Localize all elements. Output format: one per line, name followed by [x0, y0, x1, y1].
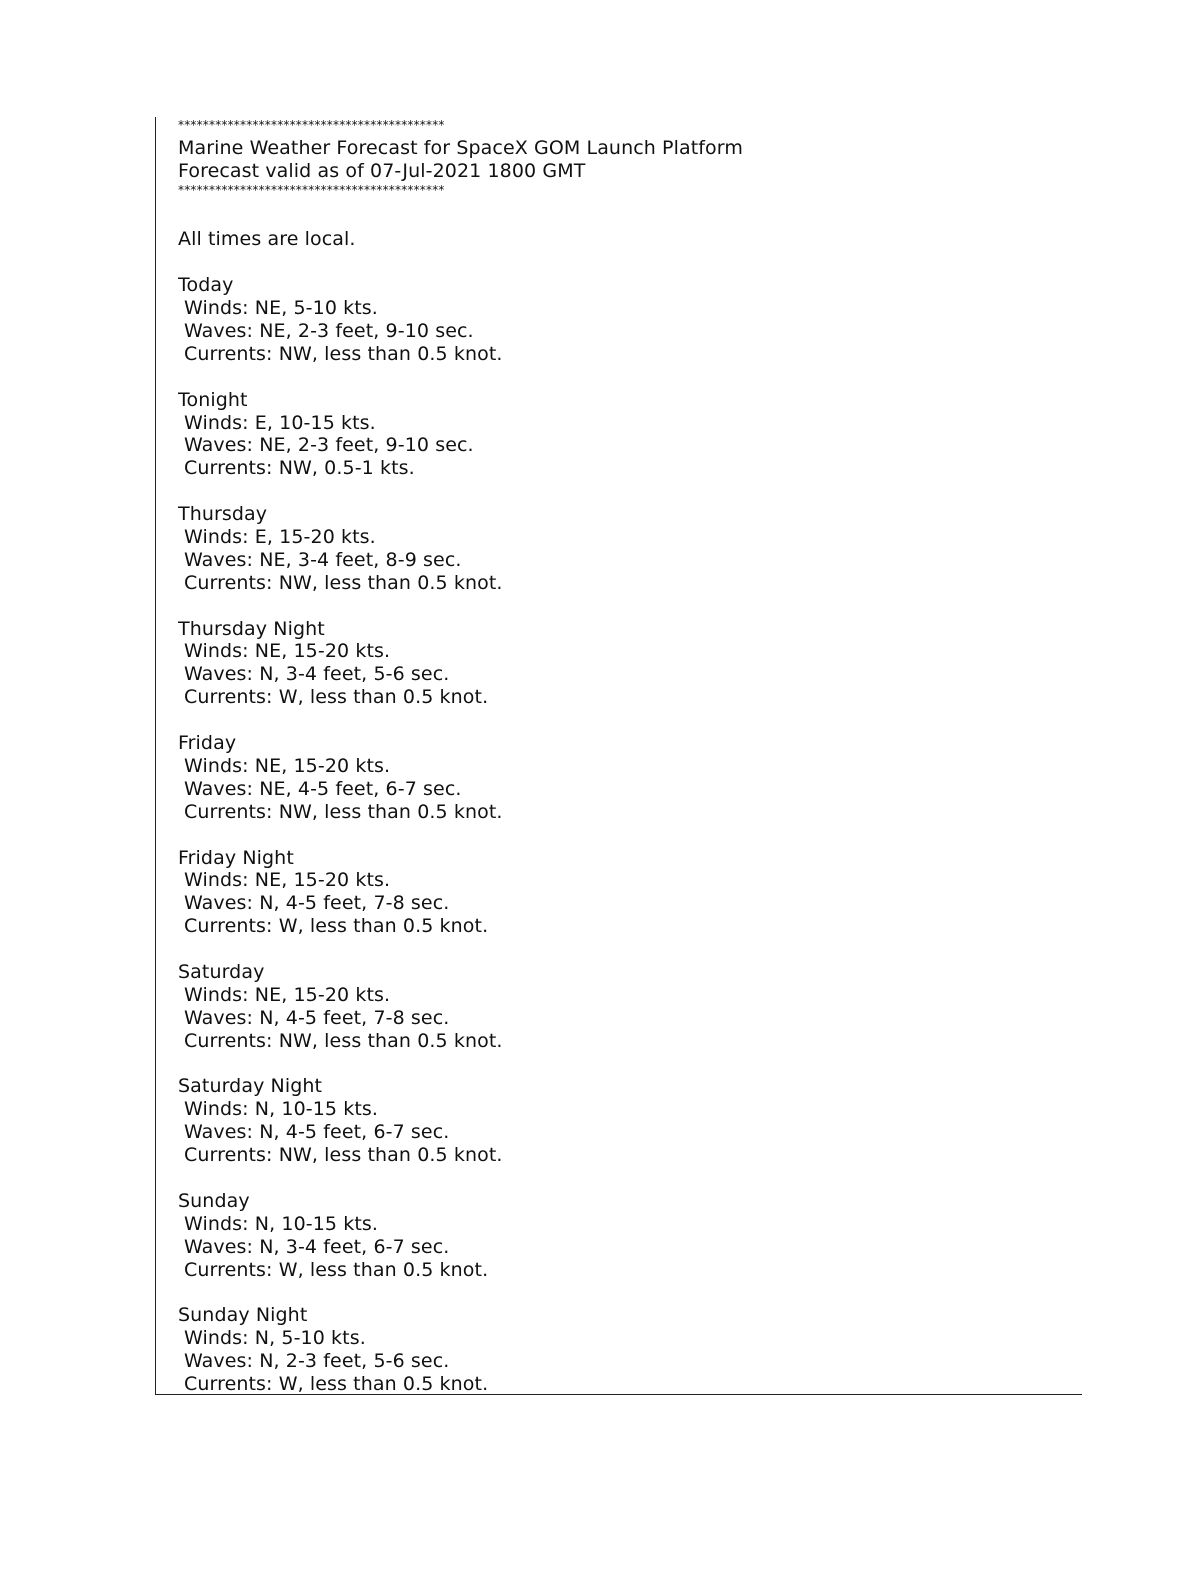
period-block — [178, 1304, 1058, 1395]
period-block — [178, 732, 1058, 846]
spacer — [178, 938, 1058, 961]
period-name: Thursday Night — [178, 617, 325, 640]
period-currents: Currents: NW, less than 0.5 knot. — [184, 800, 503, 823]
period-name: Friday — [178, 732, 237, 755]
period-block — [178, 618, 1058, 732]
period-waves: Waves: NE, 3-4 feet, 8-9 sec. — [184, 548, 462, 571]
period-block — [178, 961, 1058, 1075]
period-waves: Waves: N, 2-3 feet, 5-6 sec. — [184, 1350, 450, 1373]
period-winds: Winds: N, 10-15 kts. — [184, 1098, 379, 1121]
period-winds: Winds: NE, 15-20 kts. — [184, 983, 391, 1006]
header-stars-top: ******************************************* — [178, 118, 445, 132]
period-winds: Winds: NE, 5-10 kts. — [184, 297, 378, 320]
period-block — [178, 503, 1058, 617]
period-currents: Currents: NW, less than 0.5 knot. — [184, 342, 503, 365]
spacer — [178, 1053, 1058, 1076]
period-currents: Currents: W, less than 0.5 knot. — [184, 686, 489, 709]
period-name: Saturday Night — [178, 1075, 323, 1098]
period-winds: Winds: NE, 15-20 kts. — [184, 869, 391, 892]
period-currents: Currents: NW, 0.5-1 kts. — [184, 457, 415, 480]
time-note: All times are local. — [178, 228, 356, 251]
period-waves: Waves: N, 3-4 feet, 6-7 sec. — [184, 1235, 450, 1258]
period-currents: Currents: W, less than 0.5 knot. — [184, 915, 489, 938]
spacer — [178, 595, 1058, 618]
forecast-document — [178, 114, 1058, 1395]
period-name: Saturday — [178, 960, 265, 983]
period-winds: Winds: E, 15-20 kts. — [184, 526, 376, 549]
period-currents: Currents: NW, less than 0.5 knot. — [184, 571, 503, 594]
spacer — [178, 824, 1058, 847]
period-block — [178, 1190, 1058, 1304]
period-name: Tonight — [178, 388, 248, 411]
period-winds: Winds: NE, 15-20 kts. — [184, 754, 391, 777]
spacer — [178, 206, 1058, 229]
period-waves: Waves: N, 4-5 feet, 7-8 sec. — [184, 892, 450, 915]
period-winds: Winds: N, 10-15 kts. — [184, 1212, 379, 1235]
period-name: Sunday Night — [178, 1304, 308, 1327]
period-currents: Currents: NW, less than 0.5 knot. — [184, 1144, 503, 1167]
spacer — [178, 1281, 1058, 1304]
period-name: Thursday — [178, 503, 268, 526]
period-waves: Waves: N, 4-5 feet, 7-8 sec. — [184, 1006, 450, 1029]
period-winds: Winds: NE, 15-20 kts. — [184, 640, 391, 663]
period-waves: Waves: NE, 4-5 feet, 6-7 sec. — [184, 777, 462, 800]
period-waves: Waves: N, 3-4 feet, 5-6 sec. — [184, 663, 450, 686]
spacer — [178, 251, 1058, 274]
spacer — [178, 1167, 1058, 1190]
period-block — [178, 1075, 1058, 1189]
period-winds: Winds: E, 10-15 kts. — [184, 411, 376, 434]
period-name: Today — [178, 274, 234, 297]
period-currents: Currents: NW, less than 0.5 knot. — [184, 1029, 503, 1052]
header-stars-bottom: ******************************************* — [178, 182, 445, 197]
period-currents: Currents: W, less than 0.5 knot. — [184, 1372, 489, 1395]
period-currents: Currents: W, less than 0.5 knot. — [184, 1258, 489, 1281]
forecast-valid-time: Forecast valid as of 07-Jul-2021 1800 GMT — [178, 159, 586, 182]
period-name: Friday Night — [178, 846, 294, 869]
period-waves: Waves: N, 4-5 feet, 6-7 sec. — [184, 1121, 450, 1144]
period-block — [178, 389, 1058, 503]
period-waves: Waves: NE, 2-3 feet, 9-10 sec. — [184, 320, 474, 343]
spacer — [178, 366, 1058, 389]
spacer — [178, 709, 1058, 732]
period-name: Sunday — [178, 1189, 250, 1212]
frame-left-border — [155, 117, 156, 1395]
period-winds: Winds: N, 5-10 kts. — [184, 1327, 366, 1350]
period-block — [178, 847, 1058, 961]
period-waves: Waves: NE, 2-3 feet, 9-10 sec. — [184, 434, 474, 457]
forecast-title: Marine Weather Forecast for SpaceX GOM Launch Platform — [178, 136, 743, 159]
period-block — [178, 274, 1058, 388]
spacer — [178, 480, 1058, 503]
